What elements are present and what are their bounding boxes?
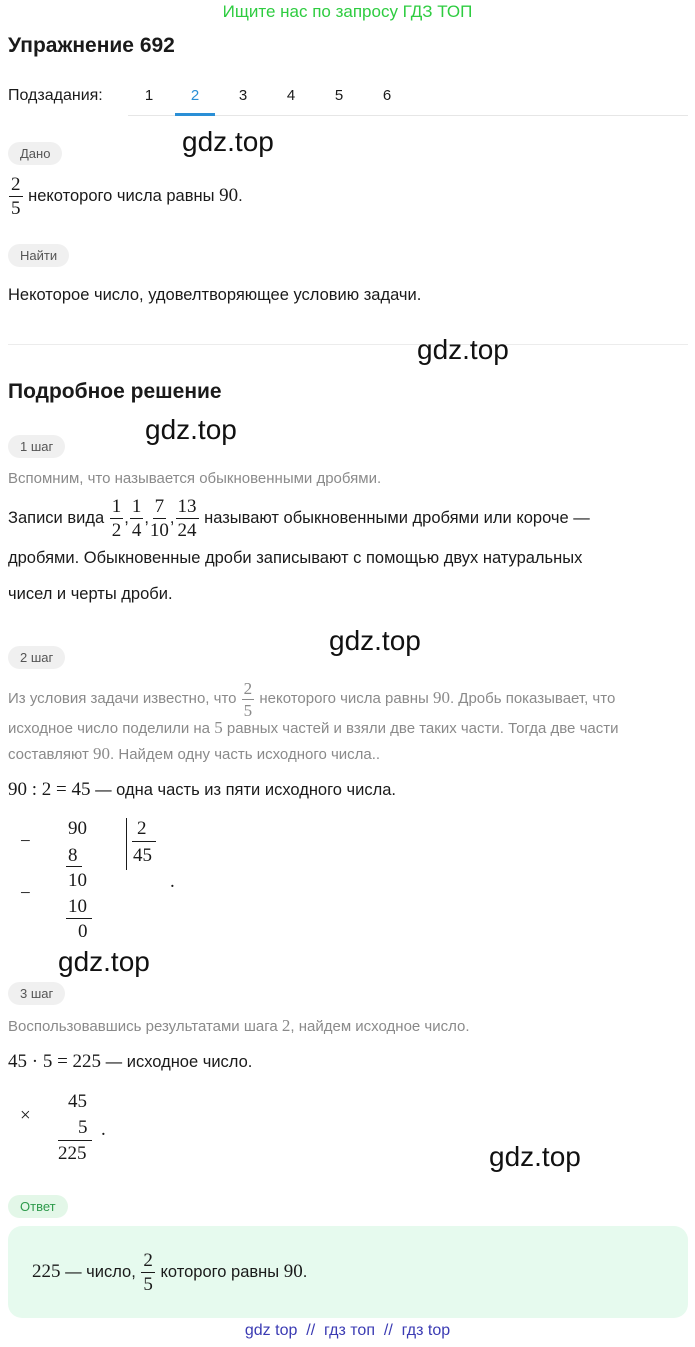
column-multiplication (0, 1088, 200, 1168)
factor-a: 45 (68, 1091, 87, 1112)
subtrahend-1: 8 (68, 845, 78, 866)
answer-statement: 225 — число, $\frac{2}{5}$ которого равны 90. (32, 1250, 308, 1296)
remainder-final: 0 (78, 921, 88, 942)
solution-heading: Подробное решение (8, 380, 222, 403)
factor-b: 5 (78, 1117, 88, 1138)
section-divider (8, 344, 688, 345)
find-text: Некоторое число, удовелтворяющее условию задачи. (8, 286, 422, 304)
step2-hint-line1: Из условия задачи известно, что $\frac{2}{5}$ некоторого числа равны 90. Дробь показывает, что (8, 678, 616, 720)
answer-badge: Ответ (8, 1195, 68, 1218)
long-division (0, 815, 260, 945)
underline-2 (66, 918, 92, 919)
divisor-underline (132, 841, 156, 842)
step2-equation: 90 : 2 = 45 (8, 779, 91, 800)
watermark: gdz.top (329, 625, 421, 656)
watermark: gdz.top (145, 414, 237, 445)
fraction-1-4: $\frac{1}{4}$ (131, 496, 142, 542)
step2-fraction: $\frac{2}{5}$ (243, 678, 253, 720)
tab-5[interactable]: 5 (334, 87, 344, 104)
given-badge: Дано (8, 142, 62, 165)
divisor: 2 (137, 818, 147, 839)
fraction-7-10: $\frac{7}{10}$ (149, 496, 169, 542)
minus-sign: − (20, 883, 31, 904)
tab-4[interactable]: 4 (286, 87, 296, 104)
step2-equation-line (8, 772, 396, 808)
search-banner: Ищите нас по запросу ГДЗ ТОП (222, 2, 473, 21)
remainder-1: 10 (68, 870, 87, 891)
dividend: 90 (68, 818, 87, 839)
given-text: некоторого числа равны (28, 187, 215, 205)
step1-line1: Записи вида $\frac{1}{2}$ , $\frac{1}{4}$ , $\frac{7}{10}$ , $\frac{13}{24}$ называют обыкновенными дробями или короче — (8, 496, 590, 542)
step3-hint: Воспользовавшись результатами шага 2, найдем исходное число. (8, 1016, 470, 1035)
step3-badge: 3 шаг (8, 982, 65, 1005)
watermark: gdz.top (182, 126, 274, 157)
footer-links[interactable]: gdz top // гдз топ // гдз top (244, 1322, 451, 1339)
answer-value: 225 (32, 1261, 61, 1282)
watermark: gdz.top (58, 946, 150, 977)
step3-equation-text: — исходное число. (105, 1053, 253, 1071)
step1-badge: 1 шаг (8, 435, 65, 458)
minus-sign: − (20, 831, 31, 852)
quotient: 45 (133, 845, 152, 866)
page-title: Упражнение 692 (8, 34, 175, 57)
tab-1[interactable]: 1 (144, 87, 154, 104)
fraction-13-24: $\frac{13}{24}$ (177, 496, 197, 542)
tab-2[interactable]: 2 (190, 87, 200, 104)
given-fraction: $\frac{2}{5}$ (11, 174, 21, 220)
division-bar (126, 818, 127, 870)
watermark: gdz.top (489, 1141, 581, 1172)
step3-equation: 45 · 5 = 225 (8, 1051, 102, 1072)
tab-3[interactable]: 3 (238, 87, 248, 104)
subtrahend-2: 10 (68, 896, 87, 917)
product-underline (58, 1140, 92, 1141)
step2-hint-line3: составляют 90. Найдем одну часть исходного числа.. (8, 744, 381, 763)
step2-equation-text: — одна часть из пяти исходного числа. (95, 781, 396, 799)
step2-badge: 2 шаг (8, 646, 65, 669)
step1-suffix: называют обыкновенными дробями или короче — (204, 509, 590, 527)
step3-equation-line (8, 1044, 252, 1080)
step2-hint-line2: исходное число поделили на 5 равных частей и взяли две таких части. Тогда две части (8, 718, 619, 737)
answer-fraction: $\frac{2}{5}$ (143, 1250, 153, 1296)
watermark: gdz.top (417, 334, 509, 365)
find-badge: Найти (8, 244, 69, 267)
period: . (170, 871, 175, 892)
fraction-1-2: $\frac{1}{2}$ (111, 496, 122, 542)
step1-prefix: Записи вида (8, 509, 105, 527)
subtasks-label: Подзадания: (8, 87, 103, 104)
times-sign: × (20, 1105, 31, 1126)
given-statement: $\frac{2}{5}$ некоторого числа равны 90. (11, 174, 243, 220)
active-tab-indicator (175, 113, 215, 116)
step1-line3: чисел и черты дроби. (8, 585, 173, 603)
product: 225 (58, 1143, 87, 1164)
given-value: 90 (219, 185, 239, 206)
step1-line2: дробями. Обыкновенные дроби записывают с помощью двух натуральных (8, 549, 583, 567)
underline-1 (66, 866, 82, 867)
step1-hint: Вспомним, что называется обыкновенными дробями. (8, 470, 382, 487)
period: . (101, 1119, 106, 1140)
tab-6[interactable]: 6 (382, 87, 392, 104)
